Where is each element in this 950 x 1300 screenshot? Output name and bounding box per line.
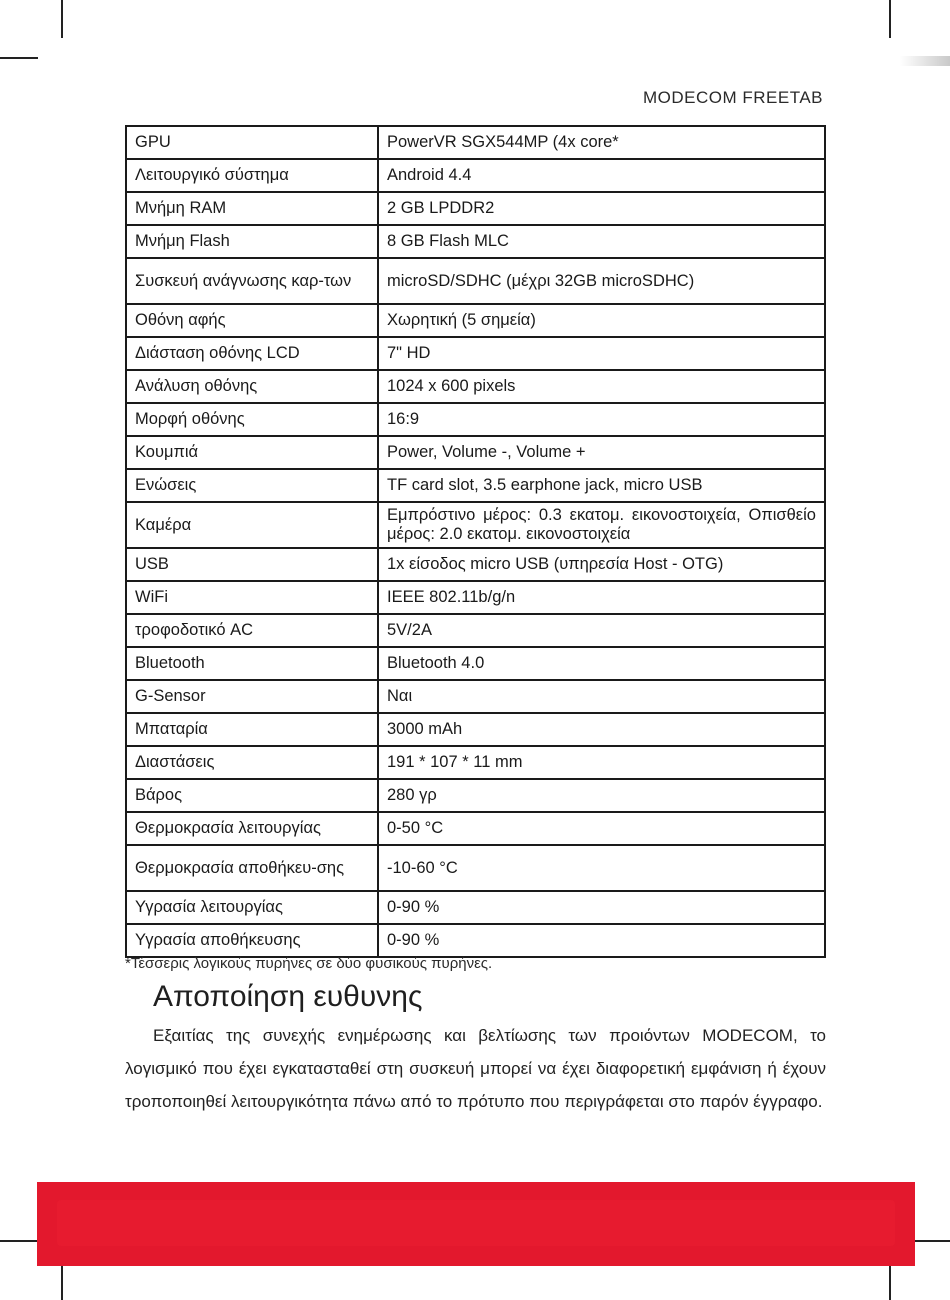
spec-value: microSD/SDHC (μέχρι 32GB microSDHC) [378,258,825,304]
spec-value: Power, Volume -, Volume + [378,436,825,469]
spec-value: IEEE 802.11b/g/n [378,581,825,614]
spec-value: TF card slot, 3.5 earphone jack, micro USB [378,469,825,502]
spec-value: 7" HD [378,337,825,370]
spec-value: PowerVR SGX544MP (4x core* [378,126,825,159]
spec-row [126,891,825,924]
spec-key: Διαστάσεις [126,746,378,779]
spec-value: Χωρητική (5 σημεία) [378,304,825,337]
spec-value: 5V/2A [378,614,825,647]
crop-mark [912,1240,950,1242]
spec-row [126,403,825,436]
spec-row [126,258,825,304]
spec-row [126,680,825,713]
spec-value: 16:9 [378,403,825,436]
spec-key: GPU [126,126,378,159]
spec-value: 2 GB LPDDR2 [378,192,825,225]
spec-key: Ενώσεις [126,469,378,502]
spec-key: WiFi [126,581,378,614]
spec-row [126,159,825,192]
spec-value: 191 * 107 * 11 mm [378,746,825,779]
section-title: Αποποίηση ευθυνης [153,980,423,1013]
spec-table [125,125,826,958]
spec-key: USB [126,548,378,581]
spec-row [126,337,825,370]
footer-bar-inner [57,1200,895,1246]
header-brand: MODECOM FREETAB [642,88,823,107]
spec-value: Bluetooth 4.0 [378,647,825,680]
spec-row [126,713,825,746]
spec-row [126,647,825,680]
spec-row [126,502,825,548]
spec-row [126,812,825,845]
spec-key: τροφοδοτικό AC [126,614,378,647]
crop-mark [61,0,63,38]
spec-key: Διάσταση οθόνης LCD [126,337,378,370]
spec-value: 0-90 % [378,891,825,924]
spec-value: 8 GB Flash MLC [378,225,825,258]
spec-row [126,126,825,159]
spec-row [126,192,825,225]
spec-key: Υγρασία αποθήκευσης [126,924,378,957]
spec-key: Μορφή οθόνης [126,403,378,436]
spec-row [126,370,825,403]
spec-row [126,779,825,812]
spec-key: Συσκευή ανάγνωσης καρ-των [126,258,378,304]
spec-value: 0-90 % [378,924,825,957]
spec-row [126,924,825,957]
spec-row [126,548,825,581]
spec-key: Λειτουργικό σύστημα [126,159,378,192]
spec-value: Android 4.4 [378,159,825,192]
spec-row [126,469,825,502]
crop-mark [889,0,891,38]
spec-key: Βάρος [126,779,378,812]
footnote: *Τέσσερις λογικούς πυρήνες σε δύο φυσικούς πυρήνες. [125,955,493,972]
spec-key: Οθόνη αφής [126,304,378,337]
spec-key: Μνήμη RAM [126,192,378,225]
spec-key: Θερμοκρασία αποθήκευ-σης [126,845,378,891]
spec-value: 280 γρ [378,779,825,812]
spec-key: Ανάλυση οθόνης [126,370,378,403]
spec-key: Θερμοκρασία λειτουργίας [126,812,378,845]
spec-key: Bluetooth [126,647,378,680]
spec-key: Καμέρα [126,502,378,548]
spec-value: 1024 x 600 pixels [378,370,825,403]
spec-key: Κουμπιά [126,436,378,469]
crop-mark [0,57,38,59]
crop-mark [889,1262,891,1300]
page-edge-shadow [900,56,950,66]
spec-value: Ναι [378,680,825,713]
spec-row [126,304,825,337]
spec-value: -10-60 °C [378,845,825,891]
spec-value: Εμπρόστινο μέρος: 0.3 εκατομ. εικονοστοιχεία, Οπισθείο μέρος: 2.0 εκατομ. εικονοστοιχεία [378,502,825,548]
spec-value: 0-50 °C [378,812,825,845]
section-body: Εξαιτίας της συνεχής ενημέρωσης και βελτίωσης των προιόντων MODECOM, το λογισμικό που έχει εγκατασταθεί στη συσκευή μπορεί να έχει διαφορετική εμφάνιση ή έχουν τροποποιηθεί λειτουργικότητα πάνω από το πρότυπο που περιγράφεται στο παρόν έγγραφο. [125,1026,826,1111]
spec-row [126,225,825,258]
spec-row [126,614,825,647]
spec-row [126,581,825,614]
crop-mark [0,1240,38,1242]
spec-row [126,746,825,779]
spec-key: Μπαταρία [126,713,378,746]
spec-row [126,845,825,891]
spec-key: Υγρασία λειτουργίας [126,891,378,924]
spec-key: Μνήμη Flash [126,225,378,258]
crop-mark [61,1262,63,1300]
spec-value: 1x είσοδος micro USB (υπηρεσία Host - OTG) [378,548,825,581]
footer-bar [37,1182,915,1266]
spec-row [126,436,825,469]
spec-value: 3000 mAh [378,713,825,746]
spec-key: G-Sensor [126,680,378,713]
